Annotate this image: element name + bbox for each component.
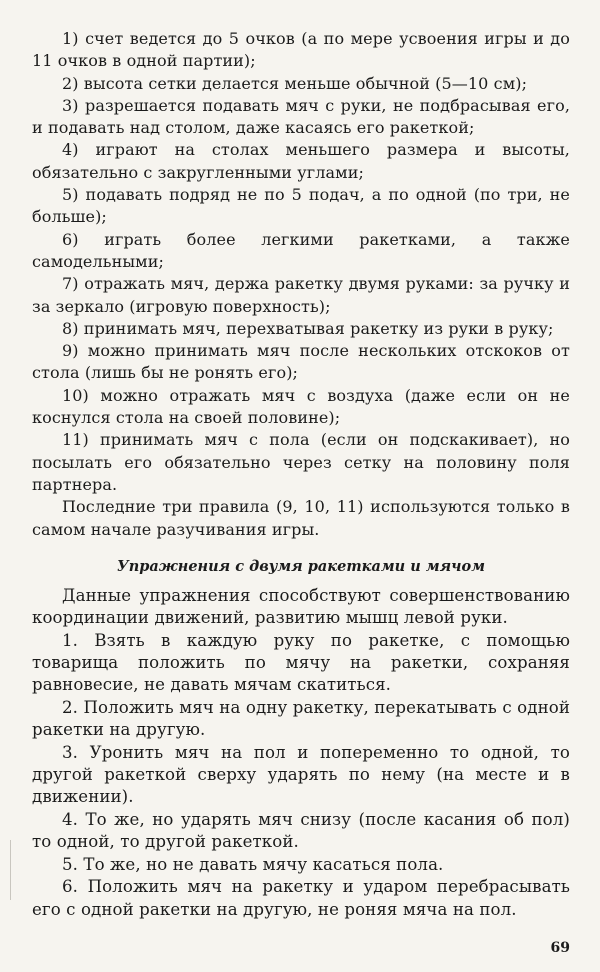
exercises-section	[32, 585, 570, 921]
rule-11: 11) принимать мяч с пола (если он подскакивает), но посылать его обязательно через сетку на половину поля партнера.	[32, 430, 570, 494]
page-edge-mark	[10, 840, 11, 900]
rule-3: 3) разрешается подавать мяч с руки, не подбрасывая его, и подавать над столом, даже касаясь его ракеткой;	[32, 95, 570, 138]
section-title: Упражнения с двумя ракетками и мячом	[116, 557, 486, 575]
rule-1: 1) счет ведется до 5 очков (а по мере усвоения игры и до 11 очков в одной партии);	[32, 29, 570, 71]
rule-4: 4) играют на столах меньшего размера и высоты, обязательно с закругленными углами;	[32, 140, 570, 182]
page-number: 69	[550, 940, 570, 956]
exercise-3: 3. Уронить мяч на пол и попеременно то одной, то другой ракеткой сверху ударять по нему (на месте и в движении).	[32, 742, 570, 807]
rule-6: 6) играть более легкими ракетками, а также самодельными;	[32, 229, 570, 271]
rule-2: 2) высота сетки делается меньше обычной (5—10 см);	[62, 73, 528, 93]
rule-8: 8) принимать мяч, перехватывая ракетку из руки в руку;	[62, 318, 554, 338]
exercise-6: 6. Положить мяч на ракетку и ударом перебрасывать его с одной ракетки на другую, не роняя мяча на пол.	[32, 877, 570, 919]
rules-list	[32, 28, 570, 541]
rule-9: 9) можно принимать мяч после нескольких отскоков от стола (лишь бы не ронять его);	[32, 341, 570, 383]
exercise-2: 2. Положить мяч на одну ракетку, перекатывать с одной ракетки на другую.	[32, 697, 570, 740]
exercises-intro: Данные упражнения способствуют совершенствованию координации движений, развитию мышц левой руки.	[32, 585, 570, 628]
exercise-4: 4. То же, но ударять мяч снизу (после касания об пол) то одной, то другой ракеткой.	[32, 809, 570, 852]
rule-10: 10) можно отражать мяч с воздуха (даже если он не коснулся стола на своей половине);	[32, 385, 570, 428]
exercise-5: 5. То же, но не давать мячу касаться пола.	[62, 854, 444, 874]
rule-5: 5) подавать подряд не по 5 подач, а по одной (по три, не больше);	[32, 185, 570, 227]
rules-note: Последние три правила (9, 10, 11) используются только в самом начале разучивания игры.	[32, 497, 570, 539]
exercise-1: 1. Взять в каждую руку по ракетке, с помощью товарища положить по мячу на ракетки, сохраняя равновесие, не давать мячам скатиться.	[32, 630, 570, 695]
rule-7: 7) отражать мяч, держа ракетку двумя руками: за ручку и за зеркало (игровую поверхность);	[32, 274, 570, 316]
